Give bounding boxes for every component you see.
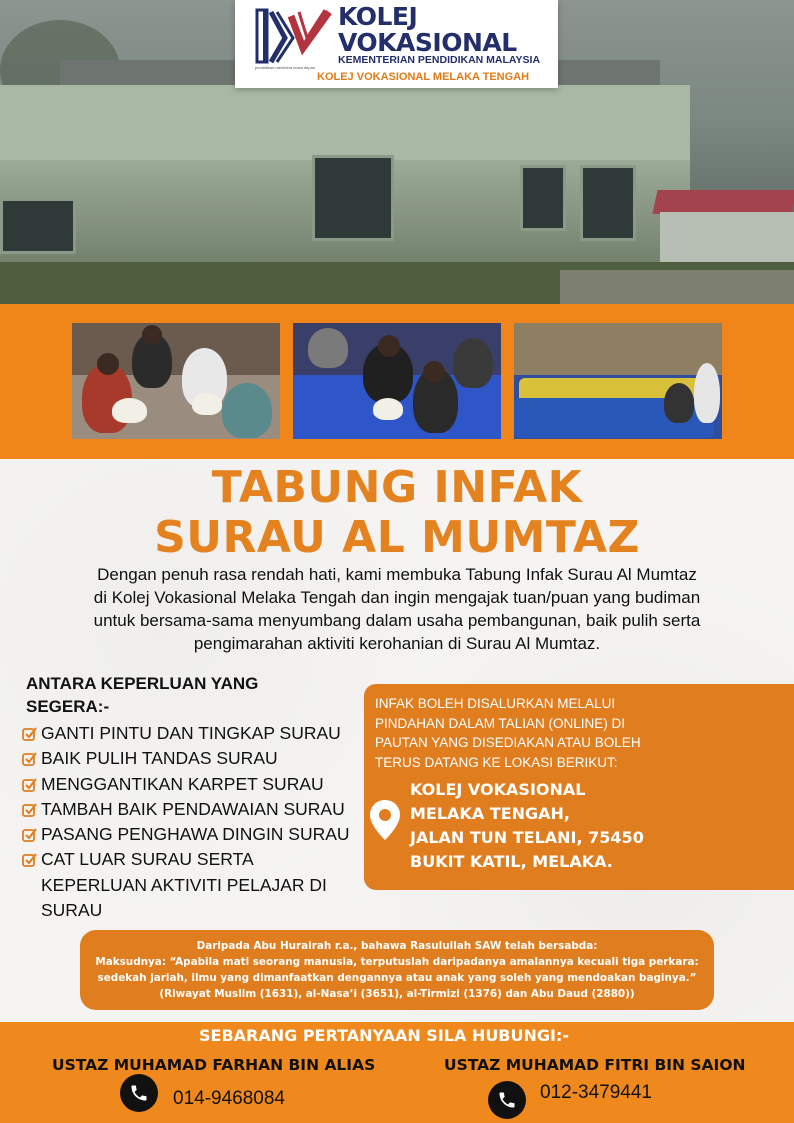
college-logo-box <box>235 0 558 88</box>
hadith-quote-box <box>80 930 714 1010</box>
hadith-line: Maksudnya: “Apabila mati seorang manusia, terputuslah daripadanya amalannya kecuali tiga perkara: <box>95 956 699 968</box>
contact-phone-2: 012-3479441 <box>540 1082 652 1103</box>
address-block: KOLEJ VOKASIONAL MELAKA TENGAH, JALAN TUN TELANI, 75450 BUKIT KATIL, MELAKA. <box>410 780 644 871</box>
phone-icon <box>488 1081 526 1119</box>
needs-item: BAIK PULIH TANDAS SURAU <box>22 746 362 771</box>
needs-list <box>22 721 362 923</box>
check-icon <box>22 726 38 742</box>
needs-item: GANTI PINTU DAN TINGKAP SURAU <box>22 721 362 746</box>
contact-phone-1: 014-9468084 <box>173 1088 285 1109</box>
needs-item: PASANG PENGHAWA DINGIN SURAU <box>22 822 362 847</box>
needs-heading: ANTARA KEPERLUAN YANG SEGERA:- <box>26 674 259 716</box>
needs-item: CAT LUAR SURAU SERTA KEPERLUAN AKTIVITI PELAJAR DI SURAU <box>22 847 362 923</box>
needs-item: MENGGANTIKAN KARPET SURAU <box>22 772 362 797</box>
ground <box>560 270 794 304</box>
window <box>312 155 394 241</box>
title-line-2: SURAU AL MUMTAZ <box>154 512 640 563</box>
check-icon <box>22 751 38 767</box>
infak-info-box <box>364 684 794 890</box>
building-gables <box>0 80 690 150</box>
window <box>0 198 76 254</box>
contact-name-2: USTAZ MUHAMAD FITRI BIN SAION <box>444 1056 746 1074</box>
annex-roof <box>652 190 794 214</box>
check-icon <box>22 852 38 868</box>
activity-photo-2 <box>293 323 501 439</box>
activity-photo-3 <box>514 323 722 439</box>
logo-tagline: pendidikan membina masa depan <box>255 65 316 70</box>
contact-name-1: USTAZ MUHAMAD FARHAN BIN ALIAS <box>52 1056 376 1074</box>
infak-instructions: INFAK BOLEH DISALURKAN MELALUI PINDAHAN DALAM TALIAN (ONLINE) DI PAUTAN YANG DISEDIAKAN ATAU BOLEH TERUS DATANG KE LOKASI BERIKUT: <box>375 696 641 770</box>
activity-photos-band <box>0 304 794 459</box>
contact-heading: SEBARANG PERTANYAAN SILA HUBUNGI:- <box>198 1026 570 1045</box>
hadith-line: Daripada Abu Hurairah r.a., bahawa Rasulullah SAW telah bersabda: <box>196 940 598 952</box>
hadith-line: sedekah jariah, ilmu yang dimanfaatkan dengannya atau anak yang soleh yang mendoakan baginya.” <box>97 972 697 984</box>
title-line-1: TABUNG INFAK <box>211 462 583 513</box>
logo-title: KOLEJ VOKASIONAL <box>338 2 517 57</box>
contact-band <box>0 1022 794 1123</box>
check-icon <box>22 802 38 818</box>
campus-name: KOLEJ VOKASIONAL MELAKA TENGAH <box>317 71 530 83</box>
check-icon <box>22 827 38 843</box>
window <box>580 165 636 241</box>
intro-paragraph: Dengan penuh rasa rendah hati, kami membuka Tabung Infak Surau Al Mumtaz di Kolej Vokasional Melaka Tengah dan ingin mengajak tuan/puan yang budiman untuk bersama-sama menyumbang dalam usaha pembangunan, baik pulih serta pengimarahan aktiviti kerohanian di Surau Al Mumtaz. <box>93 565 701 653</box>
check-icon <box>22 777 38 793</box>
activity-photo-1 <box>72 323 280 439</box>
window <box>520 165 566 231</box>
needs-item: TAMBAH BAIK PENDAWAIAN SURAU <box>22 797 362 822</box>
location-pin-icon <box>367 798 403 842</box>
hadith-line: (Riwayat Muslim (1631), al-Nasa’i (3651), al-Tirmizi (1376) dan Abu Daud (2880)) <box>159 988 635 1000</box>
logo-subtitle: KEMENTERIAN PENDIDIKAN MALAYSIA <box>338 54 541 66</box>
phone-icon <box>120 1074 158 1112</box>
kv-logo-icon <box>255 8 335 66</box>
